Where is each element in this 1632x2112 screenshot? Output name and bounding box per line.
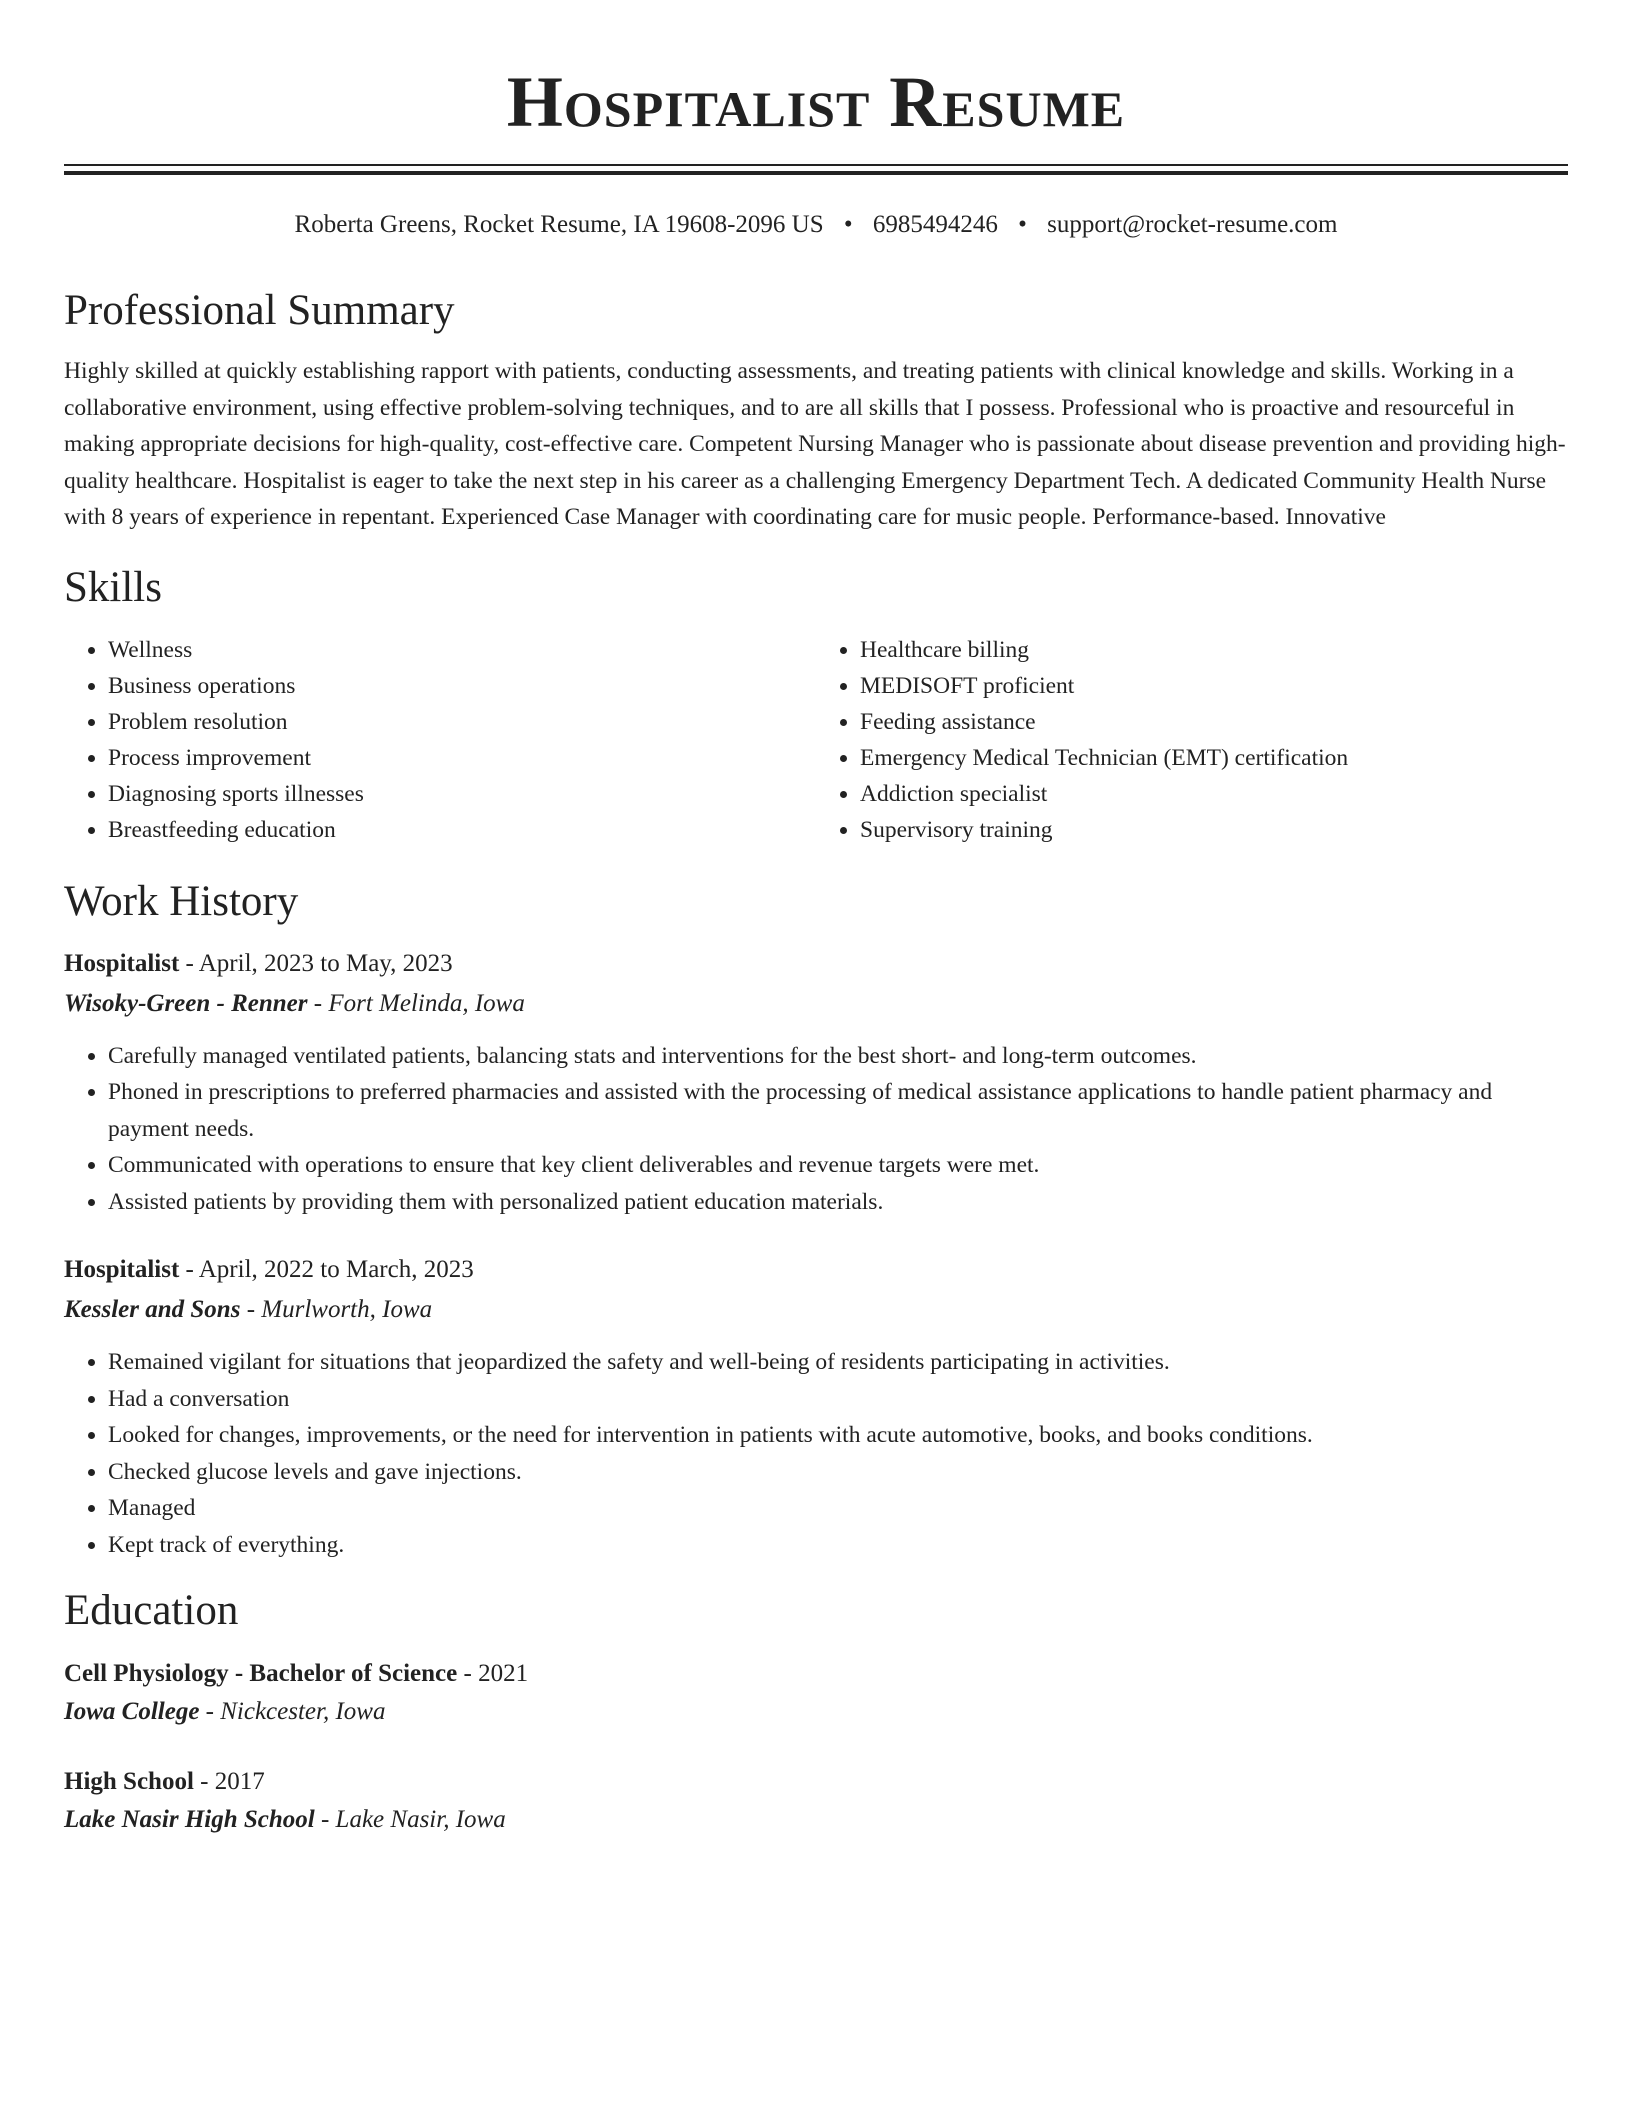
education-school: Lake Nasir High School	[64, 1806, 315, 1833]
skill-item: • Breastfeeding education	[108, 812, 816, 848]
contact-separator: •	[843, 211, 853, 238]
education-header	[64, 1763, 1568, 1801]
education-school-line	[64, 1801, 1568, 1839]
education-degree: High School	[64, 1768, 194, 1795]
job-title: Hospitalist	[64, 949, 180, 977]
skill-item: • Healthcare billing	[860, 632, 1568, 668]
job-duty: • Remained vigilant for situations that jeopardized the safety and well-being of residents participating in activities.	[108, 1344, 1568, 1381]
job-dates: - April, 2023 to May, 2023	[179, 949, 453, 977]
skill-item: • Supervisory training	[860, 812, 1568, 848]
job-company: Wisoky-Green - Renner	[64, 989, 308, 1017]
job-dates: - April, 2022 to March, 2023	[179, 1256, 474, 1283]
job-duties-list	[64, 1038, 1568, 1221]
skills-grid	[64, 632, 1568, 848]
skill-item: • Feeding assistance	[860, 704, 1568, 740]
job-duty: • Had a conversation	[108, 1381, 1568, 1418]
skills-right-column	[816, 632, 1568, 848]
resume-title: Hospitalist Resume	[506, 62, 1126, 142]
job-employer-line	[64, 1290, 1568, 1330]
job-duty: • Looked for changes, improvements, or the need for intervention in patients with acute automotive, books, and books conditions.	[108, 1417, 1568, 1454]
education-degree: Cell Physiology - Bachelor of Science	[64, 1660, 458, 1687]
skill-item: • Wellness	[108, 632, 816, 668]
education-entry	[64, 1655, 1568, 1731]
education-location: - Nickcester, Iowa	[199, 1698, 386, 1725]
education-year: - 2021	[457, 1660, 529, 1687]
job-duty: • Assisted patients by providing them with personalized patient education materials.	[108, 1184, 1568, 1221]
education-location: - Lake Nasir, Iowa	[314, 1806, 506, 1833]
job-duty: • Carefully managed ventilated patients, balancing stats and interventions for the best short- and long-term outcomes.	[108, 1038, 1568, 1075]
job-duty: • Kept track of everything.	[108, 1527, 1568, 1564]
job-entry	[64, 1250, 1568, 1563]
contact-address: Roberta Greens, Rocket Resume, IA 19608-2096 US	[294, 211, 824, 238]
skill-item: • Process improvement	[108, 740, 816, 776]
skill-item: • Emergency Medical Technician (EMT) certification	[860, 740, 1568, 776]
job-duty: • Checked glucose levels and gave injections.	[108, 1454, 1568, 1491]
job-header	[64, 944, 1568, 984]
education-entry	[64, 1763, 1568, 1839]
contact-email: support@rocket-resume.com	[1047, 211, 1338, 238]
job-title: Hospitalist	[64, 1256, 180, 1283]
summary-heading: Professional Summary	[64, 287, 455, 334]
skills-heading: Skills	[64, 563, 162, 611]
skill-item: • MEDISOFT proficient	[860, 668, 1568, 704]
job-duties-list	[64, 1344, 1568, 1563]
job-entry	[64, 944, 1568, 1221]
job-header	[64, 1250, 1568, 1290]
contact-line	[64, 209, 1568, 241]
job-location: - Fort Melinda, Iowa	[307, 989, 525, 1017]
skill-item: • Diagnosing sports illnesses	[108, 776, 816, 812]
skill-item: • Business operations	[108, 668, 816, 704]
job-company: Kessler and Sons	[64, 1296, 241, 1323]
job-duty: • Managed	[108, 1490, 1568, 1527]
skill-item: • Problem resolution	[108, 704, 816, 740]
title-double-rule	[64, 164, 1568, 175]
education-school: Iowa College	[64, 1698, 200, 1725]
education-heading: Education	[64, 1587, 239, 1634]
skills-left-column	[64, 632, 816, 848]
job-duty: • Phoned in prescriptions to preferred pharmacies and assisted with the processing of medical assistance applications to handle patient pharmacy and payment needs.	[108, 1074, 1568, 1147]
contact-separator: •	[1018, 211, 1027, 238]
job-location: - Murlworth, Iowa	[240, 1296, 433, 1323]
job-duty: • Communicated with operations to ensure that key client deliverables and revenue targets were met.	[108, 1147, 1568, 1184]
education-header	[64, 1655, 1568, 1693]
job-employer-line	[64, 984, 1568, 1024]
education-school-line	[64, 1693, 1568, 1731]
contact-phone: 6985494246	[872, 211, 998, 238]
skill-item: • Addiction specialist	[860, 776, 1568, 812]
work-history-heading: Work History	[64, 877, 299, 925]
education-year: - 2017	[193, 1768, 265, 1795]
summary-text: Highly skilled at quickly establishing rapport with patients, conducting assessments, and treating patients with clinical knowledge and skills. Working in a collaborative environment, using effective problem-solving techniques, and to are all skills that I possess. Professional who is proactive and resourceful in making appropriate decisions for high-quality, cost-effective care. Competent Nursing Manager who is passionate about disease prevention and providing high-quality healthcare. Hospitalist is eager to take the next step in his career as a challenging Emergency Department Tech. A dedicated Community Health Nurse with 8 years of experience in repentant. Experienced Case Manager with coordinating care for music people. Performance-based. Innovative	[64, 358, 1566, 530]
